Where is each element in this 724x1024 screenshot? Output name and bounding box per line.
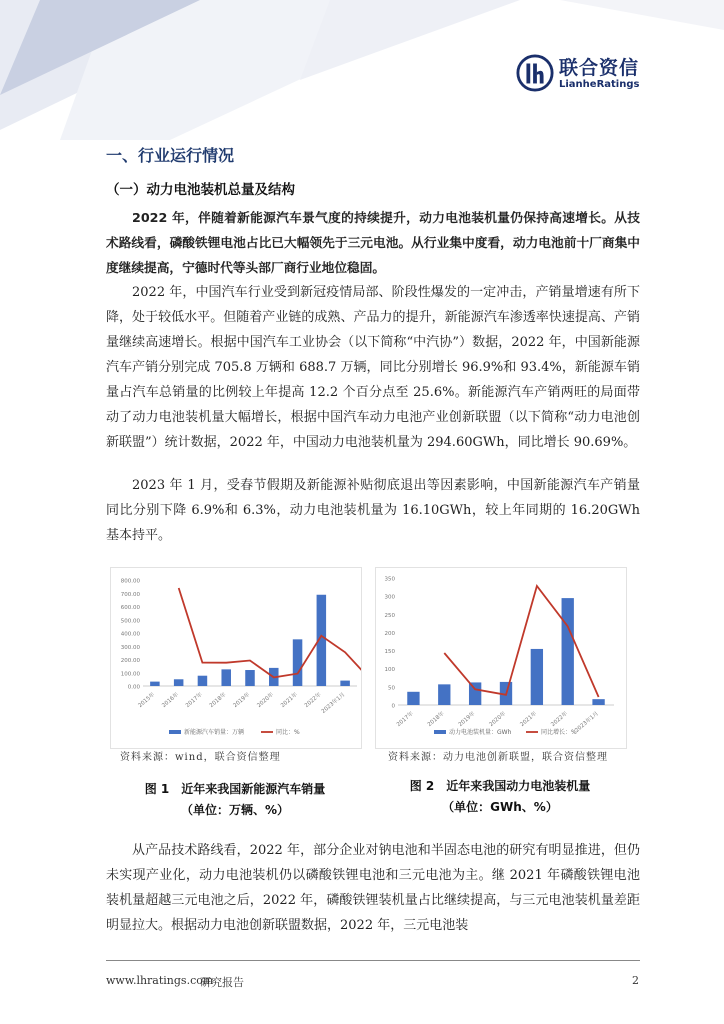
- legend-label: 新能源汽车销量：万辆: [184, 729, 245, 736]
- body-paragraph: 2023 年 1 月，受春节假期及新能源补贴彻底退出等因素影响，中国新能源汽车产销量同比分别下降 6.9%和 6.3%，动力电池装机量为 16.10GWh，较上年同期的 16.20GWh 基本持平。: [106, 478, 640, 543]
- legend-bar-swatch: [434, 730, 446, 734]
- y-tick-label: 400.00: [120, 631, 140, 638]
- x-tick-label: 2021年: [519, 710, 539, 729]
- x-tick-label: 2018年: [426, 710, 446, 729]
- summary-paragraph: 2022 年，伴随着新能源汽车景气度的持续提升，动力电池装机量仍保持高速增长。从技术路线看，磷酸铁锂电池占比已大幅领先于三元电池。从行业集中度看，动力电池前十厂商集中度继续提高，宁德时代等头部厂商行业地位稳固。: [106, 210, 640, 275]
- legend-label: 同比增长：%: [541, 729, 577, 736]
- y-tick-label: 500.00: [120, 618, 140, 625]
- x-tick-label: 2022年: [303, 691, 323, 710]
- bar: [245, 670, 255, 686]
- figure-1-unit: （单位：万辆、%）: [180, 803, 290, 817]
- section-title: 一、行业运行情况: [106, 146, 235, 165]
- figure-1-chart: [110, 567, 362, 749]
- y-tick-label: 300.00: [120, 644, 140, 651]
- y-tick-label: 150: [384, 649, 395, 656]
- figure-2-chart: [375, 567, 627, 749]
- legend-bar-swatch: [169, 730, 181, 734]
- x-tick-label: 2023年1月: [574, 710, 600, 734]
- x-tick-label: 2020年: [488, 710, 508, 729]
- bar: [221, 669, 231, 686]
- growth-line: [444, 586, 598, 697]
- x-tick-label: 2021年: [280, 691, 299, 710]
- y-tick-label: 100: [384, 667, 395, 674]
- bar: [438, 684, 450, 705]
- legend-label: 同比：%: [276, 729, 300, 736]
- y-tick-label: 200.00: [120, 658, 140, 664]
- figure-2-source: 资料来源：动力电池创新联盟，联合资信整理: [388, 752, 608, 763]
- logo-mark-icon: [516, 54, 554, 92]
- y-tick-label: 300: [384, 594, 395, 601]
- body-paragraph: 从产品技术路线看，2022 年，部分企业对钠电池和半固态电池的研究有明显推进，但仍未实现产业化，动力电池装机仍以磷酸铁锂电池和三元电池为主。继 2021 年磷酸铁锂电池装机量超越三元电池之后，2022 年，磷酸铁锂装机量占比继续提高，与三元电池装机量差距明显拉大。根据动力电池创新联盟数据，2022 年，三元电池装: [106, 843, 640, 933]
- bar: [407, 692, 419, 705]
- x-tick-label: 2017年: [184, 691, 204, 710]
- company-logo: [516, 52, 646, 98]
- y-tick-label: 800.00: [120, 578, 140, 585]
- bar: [531, 649, 543, 705]
- figure-2-caption: 图 2 近年来我国动力电池装机量: [409, 779, 591, 793]
- y-tick-label: 0.00: [127, 684, 140, 691]
- figure-2-unit: （单位：GWh、%）: [442, 800, 558, 814]
- y-tick-label: 600.00: [120, 605, 140, 611]
- y-tick-label: 50: [388, 685, 395, 692]
- bar: [592, 699, 604, 705]
- bar: [469, 682, 481, 705]
- bar: [562, 598, 574, 705]
- x-tick-label: 2017年: [395, 710, 415, 729]
- y-tick-label: 250: [384, 612, 395, 619]
- figure-1-source: 资料来源：wind，联合资信整理: [120, 752, 281, 763]
- bar: [293, 639, 303, 686]
- footer-site: www.lhratings.com: [106, 974, 214, 987]
- growth-line: [179, 588, 361, 678]
- bar: [174, 679, 184, 686]
- logo-text-en: LianheRatings: [559, 79, 640, 90]
- logo-text-cn: 联合资信: [559, 57, 640, 79]
- ev-sales-chart: [111, 568, 361, 748]
- x-tick-label: 2015年: [137, 691, 157, 710]
- subsection-title: （一）动力电池装机总量及结构: [106, 182, 295, 198]
- y-tick-label: 0: [391, 703, 395, 710]
- bar: [340, 681, 350, 686]
- y-tick-label: 100.00: [120, 671, 140, 678]
- y-tick-label: 350: [384, 576, 395, 583]
- x-tick-label: 2022年: [550, 710, 569, 729]
- footer-doc-type: 研究报告: [200, 976, 244, 989]
- y-tick-label: 700.00: [120, 591, 140, 598]
- x-tick-label: 2020年: [256, 691, 276, 710]
- footer-divider: [106, 960, 640, 961]
- y-tick-label: 200: [384, 630, 395, 637]
- x-tick-label: 2019年: [457, 710, 477, 729]
- body-paragraph: 2022 年，中国汽车行业受到新冠疫情局部、阶段性爆发的一定冲击，产销量增速有所下降，处于较低水平。但随着产业链的成熟、产品力的提升，新能源汽车渗透率快速提高、产销量继续高速增长。根据中国汽车工业协会（以下简称“中汽协”）数据，2022 年，中国新能源汽车产销分别完成 705.8 万辆和 688.7 万辆，同比分别增长 96.9%和 93.4%，新能源车销量占汽车总销量的比例较上年提高 12.2 个百分点至 25.6%。新能源汽车产销两旺的局面带动了动力电池装机量大幅增长，根据中国汽车动力电池产业创新联盟（以下简称“动力电池创新联盟”）统计数据，2022 年，中国动力电池装机量为 294.60GWh，同比增长 90.69%。: [106, 285, 641, 450]
- legend-label: 动力电池装机量：GWh: [449, 729, 512, 736]
- x-tick-label: 2018年: [208, 691, 228, 710]
- x-tick-label: 2019年: [232, 691, 252, 710]
- x-tick-label: 2016年: [161, 691, 180, 710]
- figure-1-caption: 图 1 近年来我国新能源汽车销量: [144, 782, 326, 796]
- bar: [150, 682, 160, 686]
- page-number: 2: [632, 974, 639, 987]
- bar: [198, 676, 208, 686]
- battery-install-chart: [376, 568, 626, 748]
- x-tick-label: 2023年1月: [320, 691, 347, 715]
